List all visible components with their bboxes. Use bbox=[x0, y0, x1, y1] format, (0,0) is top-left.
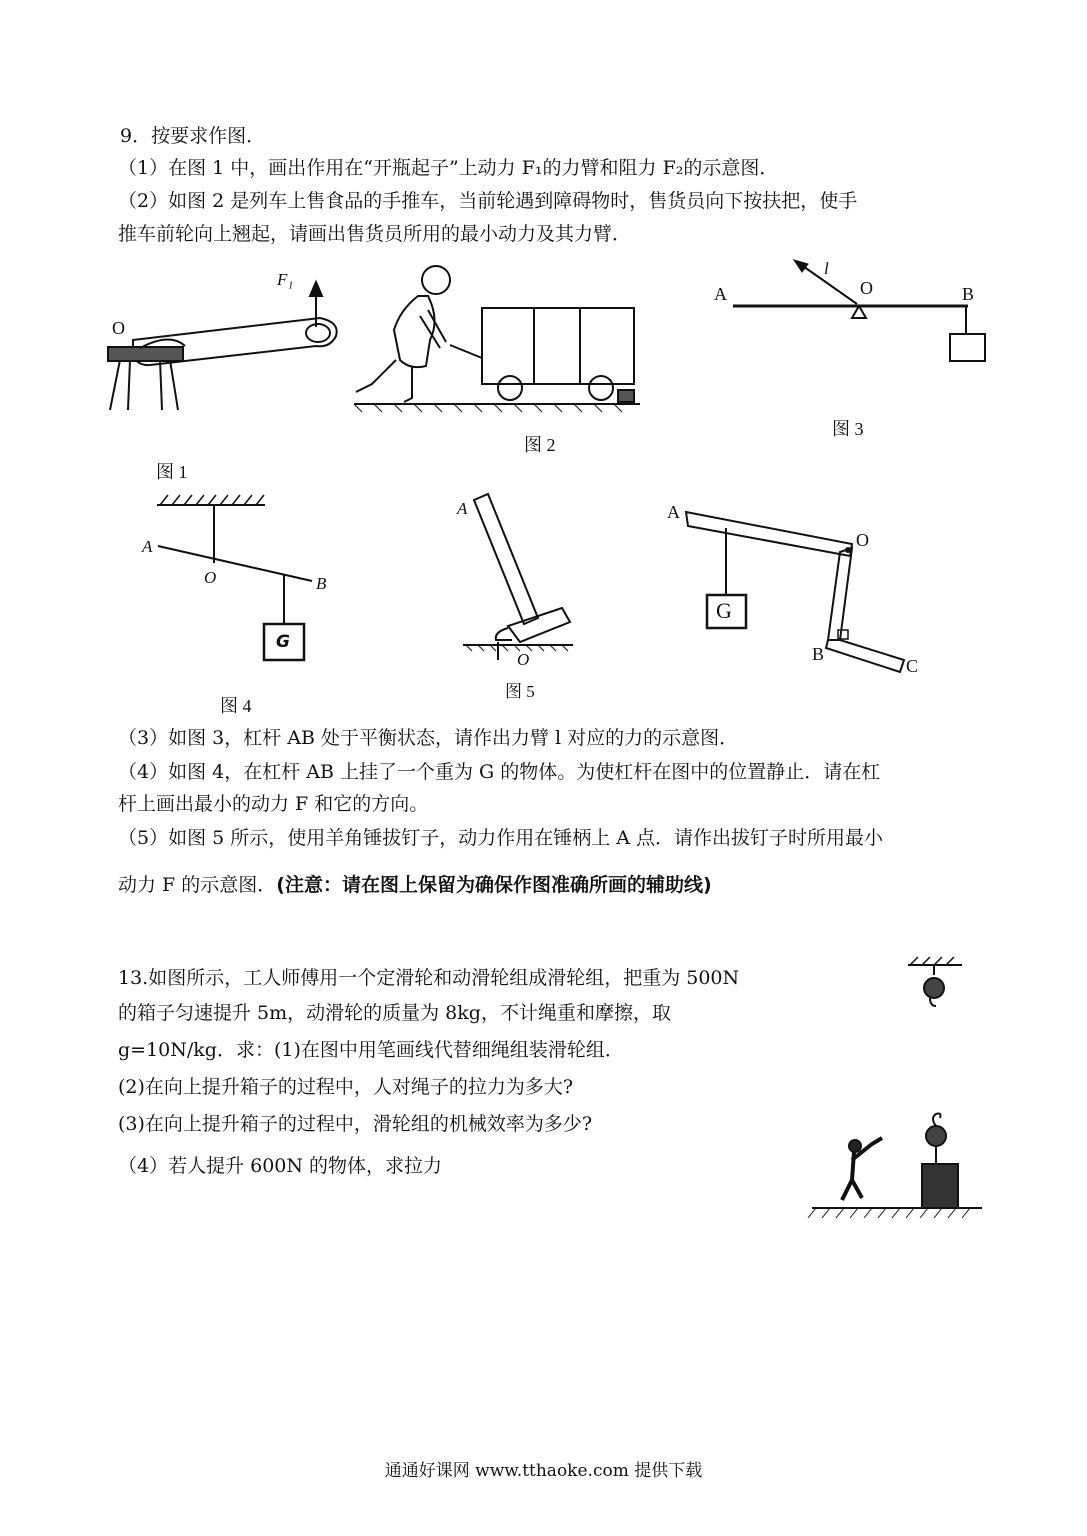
q9-part5-note: (注意：请在图上保留为确保作图准确所画的辅助线) bbox=[276, 874, 712, 896]
page-footer: 通通好课网 www.tthaoke.com 提供下载 bbox=[384, 1461, 703, 1481]
fig4-label-b: B bbox=[316, 574, 327, 593]
q13-line4: (2)在向上提升箱子的过程中，人对绳子的拉力为多大? bbox=[118, 1076, 574, 1098]
q9-part5-line2 bbox=[118, 873, 712, 897]
q13-line2: 的箱子匀速提升 5m，动滑轮的质量为 8kg，不计绳重和摩擦，取 bbox=[118, 1002, 671, 1024]
fig3-caption: 图 3 bbox=[832, 419, 864, 439]
q9-part4-line2: 杆上画出最小的动力 F 和它的方向。 bbox=[118, 793, 429, 815]
q9-part2-line1: （2）如图 2 是列车上售食品的手推车，当前轮遇到障碍物时，售货员向下按扶把，使手 bbox=[118, 190, 858, 212]
q9-part5-line1: （5）如图 5 所示，使用羊角锤拔钉子，动力作用在锤柄上 A 点．请作出拔钉子时所用最小 bbox=[118, 827, 884, 849]
fig1-caption: 图 1 bbox=[156, 462, 188, 482]
fig3-label-l: l bbox=[824, 259, 829, 278]
fig4-label-a: A bbox=[142, 537, 153, 556]
fig1-bottle-opener bbox=[108, 282, 337, 410]
fig6-label-g: G bbox=[716, 598, 732, 623]
fig6-label-o: O bbox=[856, 530, 869, 550]
fig5-claw-hammer bbox=[463, 494, 573, 660]
fig5-label-a: A bbox=[457, 499, 468, 518]
fig6-label-c: C bbox=[906, 656, 919, 676]
fig6-label-a: A bbox=[667, 502, 680, 522]
q9-part3: （3）如图 3，杠杆 AB 处于平衡状态，请作出力臂 l 对应的力的示意图． bbox=[118, 727, 739, 749]
fig1-label-f1: F₁ bbox=[277, 270, 294, 289]
fig4-label-o: O bbox=[204, 568, 217, 587]
q9-part5-plain: 动力 F 的示意图． bbox=[118, 874, 277, 896]
q13-fixed-pulley bbox=[908, 957, 962, 1006]
q13-worker-box bbox=[808, 1114, 982, 1219]
fig3-lever bbox=[733, 260, 985, 361]
fig1-label-o: O bbox=[112, 318, 125, 338]
fig5-caption: 图 5 bbox=[505, 682, 535, 701]
q9-part1: （1）在图 1 中，画出作用在“开瓶起子”上动力 F₁的力臂和阻力 F₂的示意图． bbox=[118, 157, 779, 179]
q9-part4-line1: （4）如图 4，在杠杆 AB 上挂了一个重为 G 的物体。为使杠杆在图中的位置静止．请在杠 bbox=[118, 761, 881, 783]
fig6-bent-lever bbox=[686, 512, 904, 672]
fig2-cart-person bbox=[354, 266, 640, 412]
fig6-label-b: B bbox=[812, 644, 825, 664]
fig3-label-a: A bbox=[714, 284, 727, 304]
fig4-caption: 图 4 bbox=[220, 696, 252, 716]
q9-title: 9．按要求作图． bbox=[120, 125, 266, 147]
fig2-caption: 图 2 bbox=[524, 435, 556, 455]
fig3-label-b: B bbox=[962, 284, 975, 304]
q13-line1: 13.如图所示，工人师傅用一个定滑轮和动滑轮组成滑轮组，把重为 500N bbox=[118, 967, 740, 989]
q13-line3: g=10N/kg．求：(1)在图中用笔画线代替细绳组装滑轮组． bbox=[118, 1039, 624, 1061]
q9-part2-line2: 推车前轮向上翘起，请画出售货员所用的最小动力及其力臂． bbox=[118, 223, 632, 245]
fig3-label-o: O bbox=[860, 278, 873, 298]
fig4-label-g: G bbox=[276, 632, 290, 652]
fig5-label-o: O bbox=[517, 650, 530, 669]
q13-line5: (3)在向上提升箱子的过程中，滑轮组的机械效率为多少? bbox=[118, 1113, 593, 1135]
q13-line6: （4）若人提升 600N 的物体，求拉力 bbox=[118, 1155, 443, 1177]
